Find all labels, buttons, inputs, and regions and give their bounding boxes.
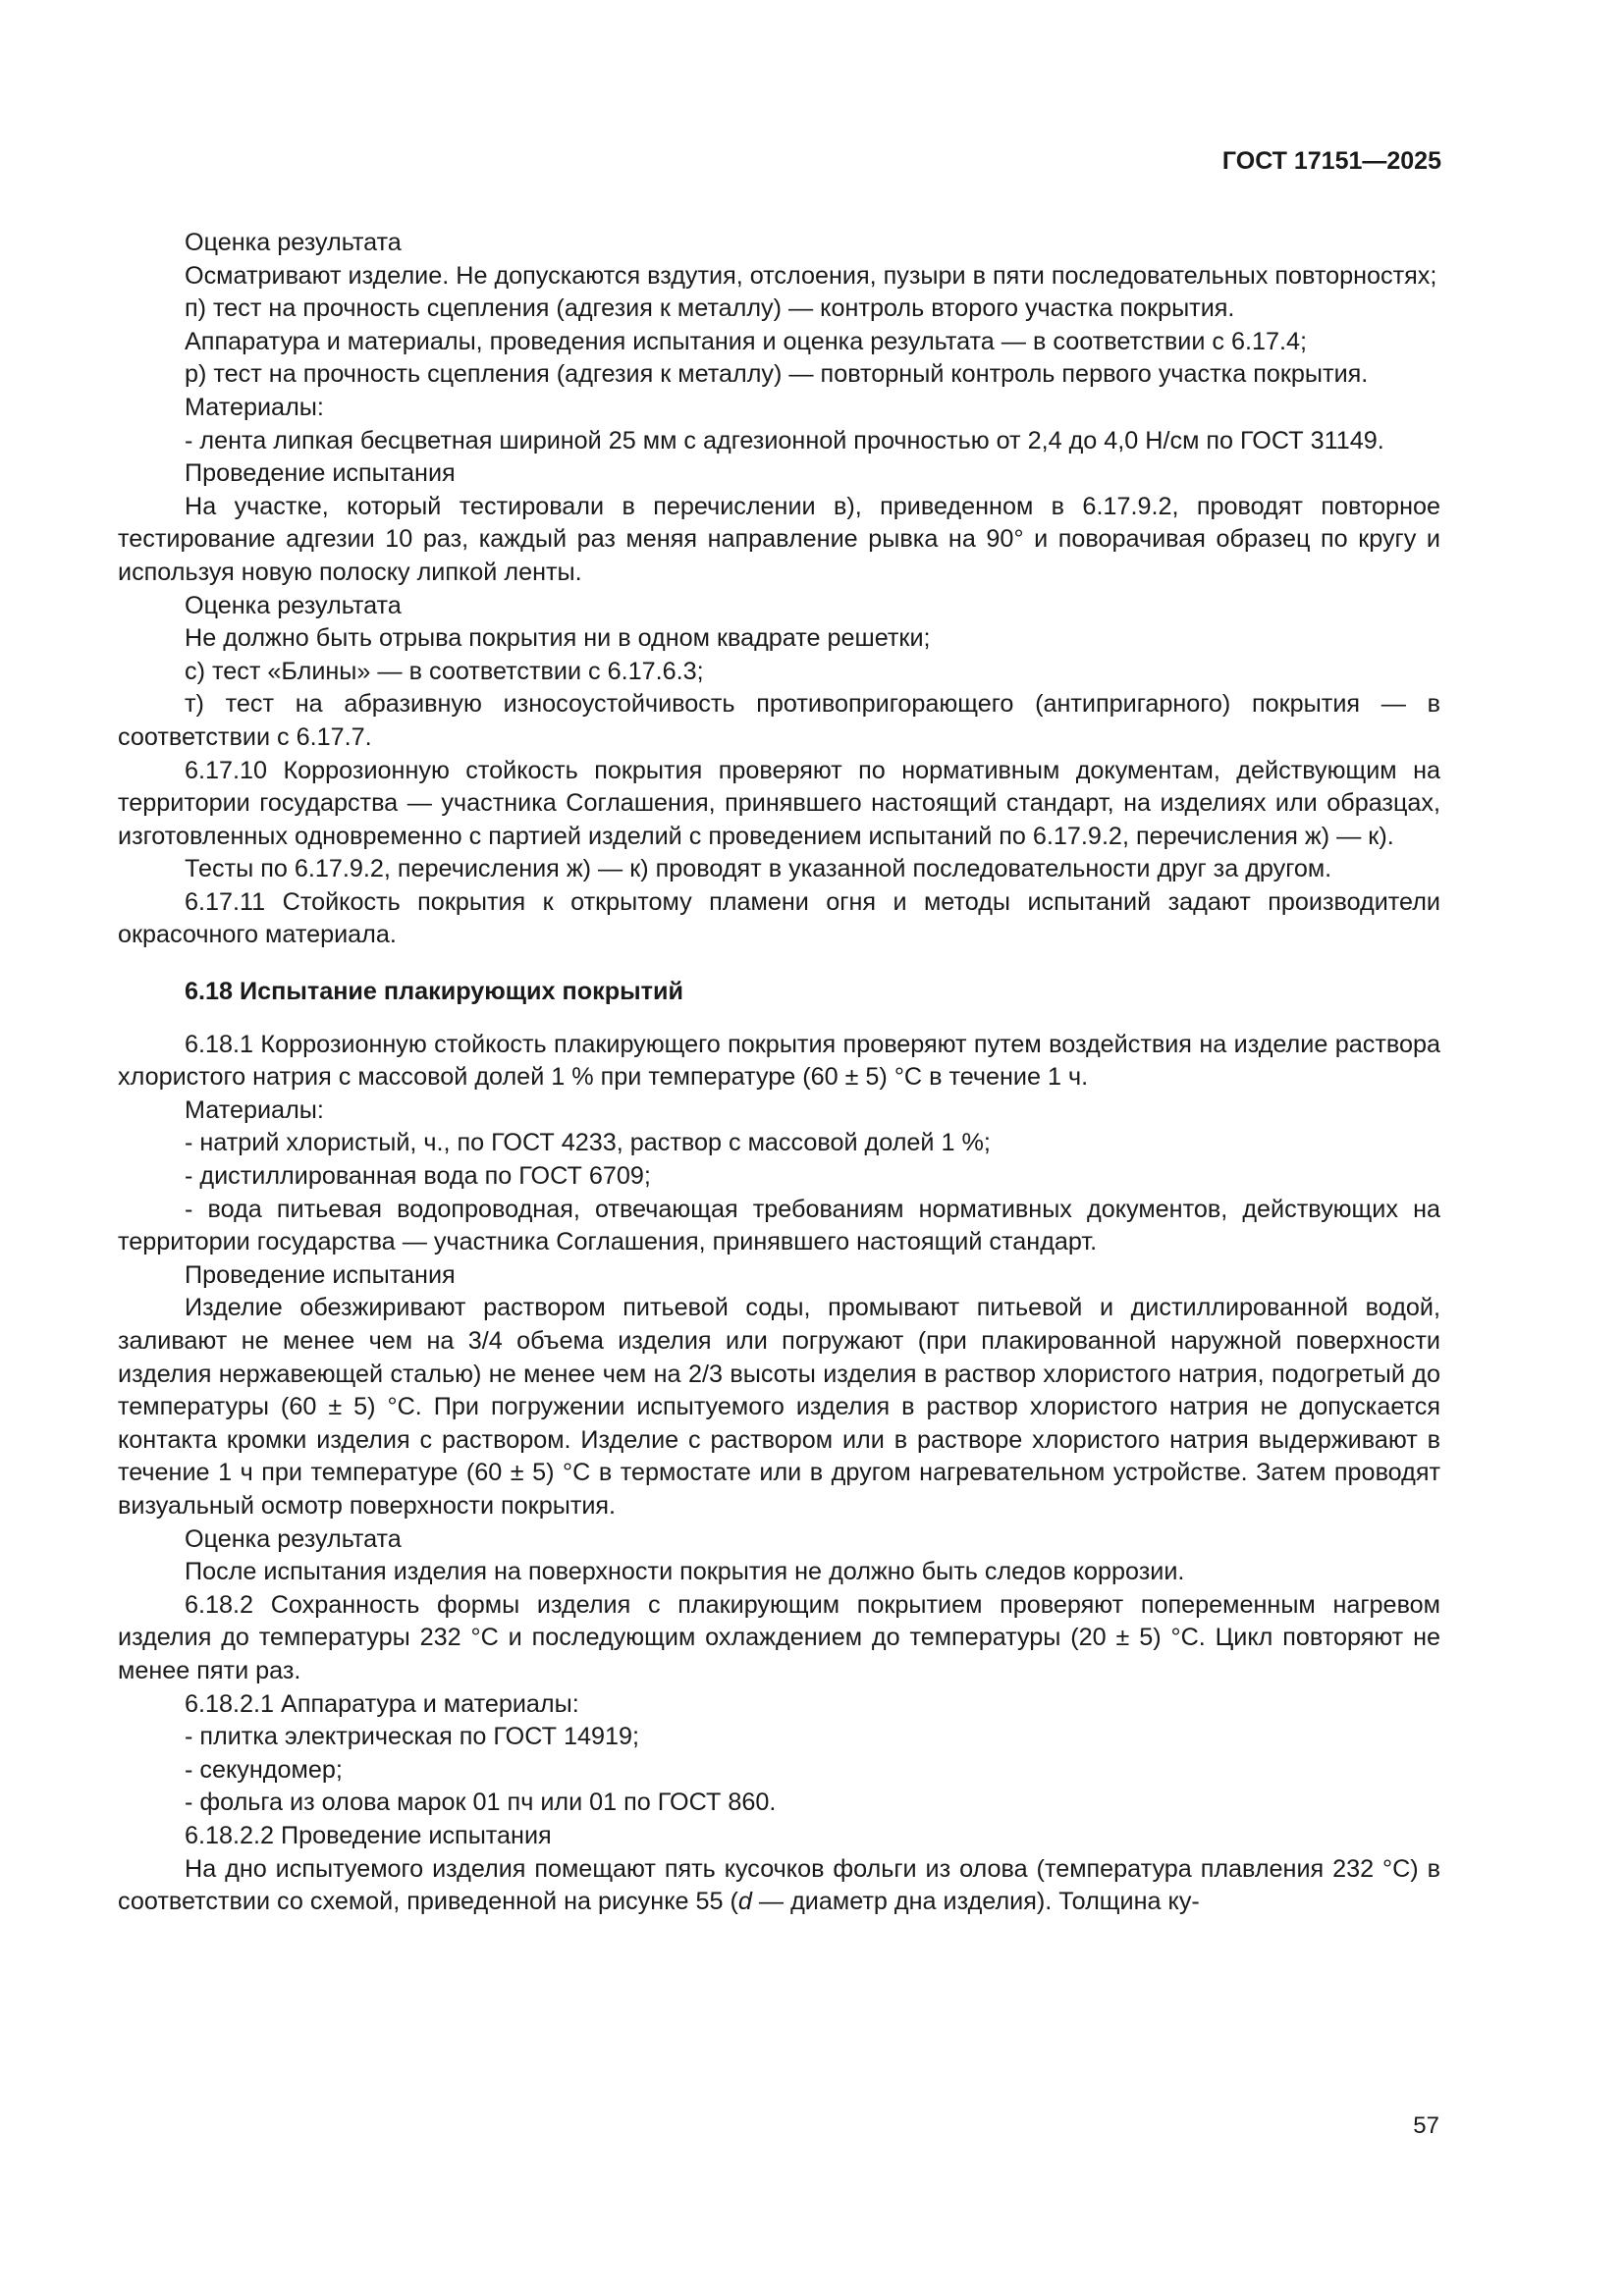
paragraph-group-6-17 <box>118 227 1440 952</box>
paragraph: Оценка результата <box>185 591 402 619</box>
paragraph: - плитка электрическая по ГОСТ 14919; <box>185 1723 640 1751</box>
paragraph: Материалы: <box>185 393 324 421</box>
paragraph: Оценка результата <box>185 1524 402 1553</box>
paragraph: Аппаратура и материалы, проведения испытания и оценка результата — в соответствии с 6.17.4; <box>185 327 1308 355</box>
diameter-symbol: d <box>737 1888 752 1916</box>
paragraph-last-after: — диаметр дна изделия). Толщина ку- <box>751 1888 1200 1916</box>
paragraph: р) тест на прочность сцепления (адгезия к металлу) — повторный контроль первого участка покрытия. <box>185 360 1369 389</box>
paragraph: - дистиллированная вода по ГОСТ 6709; <box>185 1162 651 1191</box>
paragraph: Материалы: <box>185 1095 324 1124</box>
paragraph: Осматривают изделие. Не допускаются вздутия, отслоения, пузыри в пяти последовательных повторностях; <box>185 261 1437 290</box>
paragraph: Оценка результата <box>185 229 402 256</box>
paragraph: На участке, который тестировали в перечислении в), приведенном в 6.17.9.2, проводят повторное тестирование адгезии 10 раз, каждый раз меняя направление рывка на 90° и поворачивая образец по кругу и используя новую полоску липкой ленты. <box>118 492 1440 586</box>
paragraph: т) тест на абразивную износоустойчивость противопригорающего (антипригарного) покрытия — в соответствии с 6.17.7. <box>118 690 1440 751</box>
paragraph-last <box>118 1853 1440 1919</box>
paragraph: - натрий хлористый, ч., по ГОСТ 4233, раствор с массовой долей 1 %; <box>185 1129 991 1157</box>
paragraph: 6.18.1 Коррозионную стойкость плакирующего покрытия проверяют путем воздействия на изделие раствора хлористого натрия с массовой долей 1 % при температуре (60 ± 5) °С в течение 1 ч. <box>118 1030 1440 1092</box>
paragraph: 6.17.10 Коррозионную стойкость покрытия проверяют по нормативным документам, действующим на территории государства — участника Соглашения, принявшего настоящий стандарт, на изделиях или образцах, изготовленных одновременно с партией изделий с проведением испытаний по 6.17.9.2, перечисления ж) — к). <box>118 756 1440 850</box>
paragraph: 6.17.11 Стойкость покрытия к открытому пламени огня и методы испытаний задают производители окрасочного материала. <box>118 887 1440 949</box>
paragraph: Тесты по 6.17.9.2, перечисления ж) — к) проводят в указанной последовательности друг за другом. <box>185 855 1332 883</box>
paragraph-group-6-18 <box>118 1029 1440 1853</box>
page-number: 57 <box>1413 2112 1439 2139</box>
paragraph: - лента липкая бесцветная шириной 25 мм с адгезионной прочностью от 2,4 до 4,0 Н/см по ГОСТ 31149. <box>185 426 1384 454</box>
paragraph: - вода питьевая водопроводная, отвечающая требованиям нормативных документов, действующих на территории государства — участника Соглашения, принявшего настоящий стандарт. <box>118 1195 1440 1256</box>
paragraph: п) тест на прочность сцепления (адгезия к металлу) — контроль второго участка покрытия. <box>185 294 1235 323</box>
paragraph: с) тест «Блины» — в соответствии с 6.17.6.3; <box>185 657 704 685</box>
paragraph: 6.18.2 Сохранность формы изделия с плакирующим покрытием проверяют попеременным нагревом изделия до температуры 232 °С и последующим охлаждением до температуры (20 ± 5) °С. Цикл повторяют не менее пяти раз. <box>118 1590 1440 1684</box>
paragraph-last-before: На дно испытуемого изделия помещают пять кусочков фольги из олова (температура плавления 232 °С) в соответствии со схемой, приведенной на рисунке 55 ( <box>118 1854 1440 1916</box>
paragraph: После испытания изделия на поверхности покрытия не должно быть следов коррозии. <box>185 1558 1185 1586</box>
paragraph: Не должно быть отрыва покрытия ни в одном квадрате решетки; <box>185 624 931 653</box>
paragraph: Проведение испытания <box>185 1260 456 1289</box>
paragraph: 6.18.2.2 Проведение испытания <box>185 1821 552 1849</box>
section-heading-6-18: 6.18 Испытание плакирующих покрытий <box>185 978 683 1006</box>
paragraph: Изделие обезжиривают раствором питьевой соды, промывают питьевой и дистиллированной водой, заливают не менее чем на 3/4 объема изделия или погружают (при плакированной наружной поверхности изделия нержавеющей сталью) не менее чем на 2/3 высоты изделия в раствор хлористого натрия, подогретый до температуры (60 ± 5) °С. При погружении испытуемого изделия в раствор хлористого натрия не допускается контакта кромки изделия с раствором. Изделие с раствором или в растворе хлористого натрия выдерживают в течение 1 ч при температуре (60 ± 5) °С в термостате или в другом нагревательном устройстве. Затем проводят визуальный осмотр поверхности покрытия. <box>118 1294 1440 1520</box>
paragraph: 6.18.2.1 Аппаратура и материалы: <box>185 1689 579 1718</box>
document-code-header: ГОСТ 17151—2025 <box>1221 147 1441 175</box>
paragraph: - секундомер; <box>185 1755 343 1784</box>
paragraph: - фольга из олова марок 01 пч или 01 по ГОСТ 860. <box>185 1789 777 1817</box>
paragraph: Проведение испытания <box>185 459 456 488</box>
document-body <box>118 227 1440 1919</box>
